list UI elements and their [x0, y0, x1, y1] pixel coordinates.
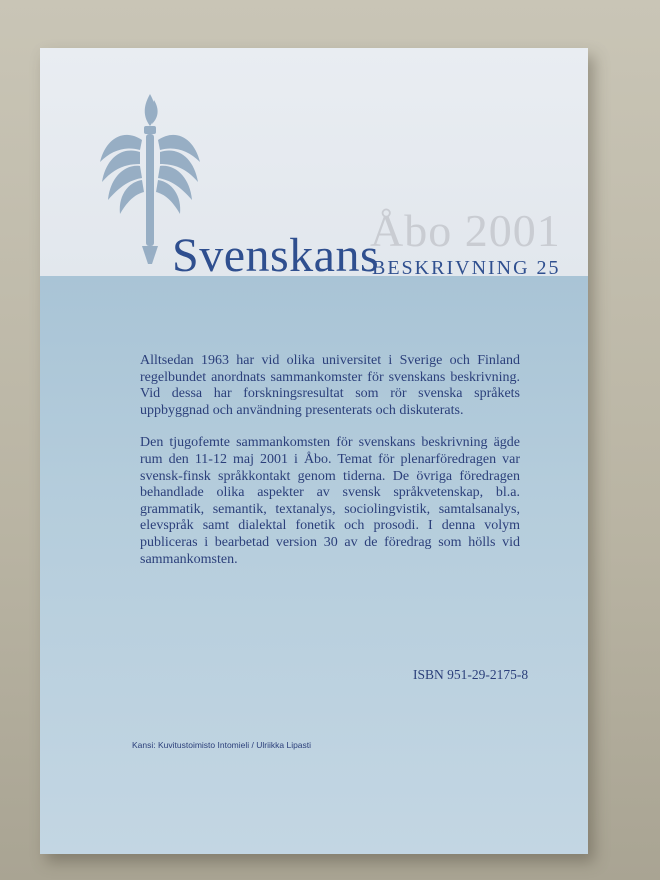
isbn-label: ISBN 951-29-2175-8 [413, 667, 529, 682]
cover-main-title: Svenskans [172, 229, 380, 282]
cover-year-title: Åbo 2001 [370, 205, 561, 256]
book-back-cover [40, 48, 588, 854]
cover-sub-title: BESKRIVNING 25 [372, 257, 561, 279]
blurb [140, 353, 520, 584]
blurb-paragraph-1: Alltsedan 1963 har vid olika universitet i Sverige och Finland regelbundet anordnats sammankomster för svenskans beskrivning. Vid dessa har forskningsresultat som rör svenska språkets uppbyggnad och användning presenterats och diskuterats. [140, 353, 520, 418]
blurb-paragraph-2: Den tjugofemte sammankomsten för svenskans beskrivning ägde rum den 11-12 maj 2001 i Åbo. Temat för plenarföredragen var svensk-finsk språkkontakt genom tiderna. De övriga föredragen behandlade olika aspekter av svensk språkvetenskap, bl.a. grammatik, semantik, textanalys, sociolingvistik, samtalsanalys, elevspråk samt dialektal fonetik och prosodi. I denna volym publiceras i bearbetad version 30 av de föredrag som hölls vid sammankomsten. [140, 435, 520, 567]
cover-credit: Kansi: Kuvitustoimisto Intomieli / Ulriikka Lipasti [132, 740, 312, 750]
